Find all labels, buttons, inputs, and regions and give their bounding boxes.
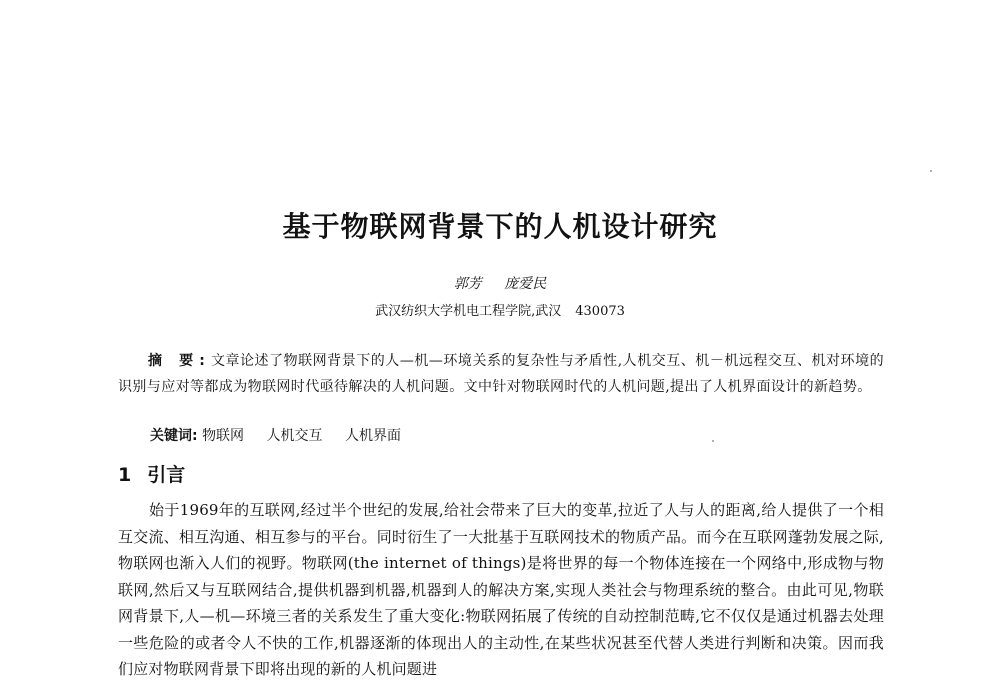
- keywords-label: 关键词:: [150, 428, 198, 444]
- paper-title: 基于物联网背景下的人机设计研究: [282, 210, 718, 243]
- keywords: [150, 426, 880, 446]
- author-name: 郭芳: [453, 276, 482, 292]
- keyword: 人机界面: [344, 428, 401, 444]
- section-title: 引言: [147, 464, 186, 486]
- section-heading: [118, 460, 185, 487]
- author-name: 庞爱民: [504, 276, 547, 292]
- keyword: 物联网: [202, 428, 245, 444]
- keyword: 人机交互: [266, 428, 323, 444]
- body-paragraph: 始于1969年的互联网,经过半个世纪的发展,给社会带来了巨大的变革,拉近了人与人的距离,给人提供了一个相互交流、相互沟通、相互参与的平台。同时衍生了一大批基于互联网技术的物质产品。而今在互联网蓬勃发展之际,物联网也渐入人们的视野。物联网(the internet of things)是将世界的每一个物体连接在一个网络中,形成物与物联网,然后又与互联网结合,提供机器到机器,机器到人的解决方案,实现人类社会与物理系统的整合。由此可见,物联网背景下,人—机—环境三者的关系发生了重大变化:物联网拓展了传统的自动控制范畴,它不仅仅是通过机器去处理一些危险的或者令人不快的工作,机器逐渐的体现出人的主动性,在某些状况甚至代替人类进行判断和决策。因而我们应对物联网背景下即将出现的新的人机问题进: [118, 501, 884, 678]
- abstract-label: 摘 要:: [148, 353, 211, 369]
- author-affiliation: [0, 300, 1000, 319]
- section-number: 1: [118, 464, 132, 486]
- author-list: [0, 273, 1000, 293]
- affiliation-text: 武汉纺织大学机电工程学院,武汉: [375, 304, 562, 319]
- affiliation-postcode: 430073: [575, 304, 625, 319]
- abstract-text: 文章论述了物联网背景下的人—机—环境关系的复杂性与矛盾性,人机交互、机－机远程交互、机对环境的识别与应对等都成为物联网时代亟待解决的人机问题。文中针对物联网时代的人机问题,提出了人机界面设计的新趋势。: [118, 353, 884, 395]
- abstract: [118, 348, 884, 400]
- scan-speck: [930, 170, 932, 172]
